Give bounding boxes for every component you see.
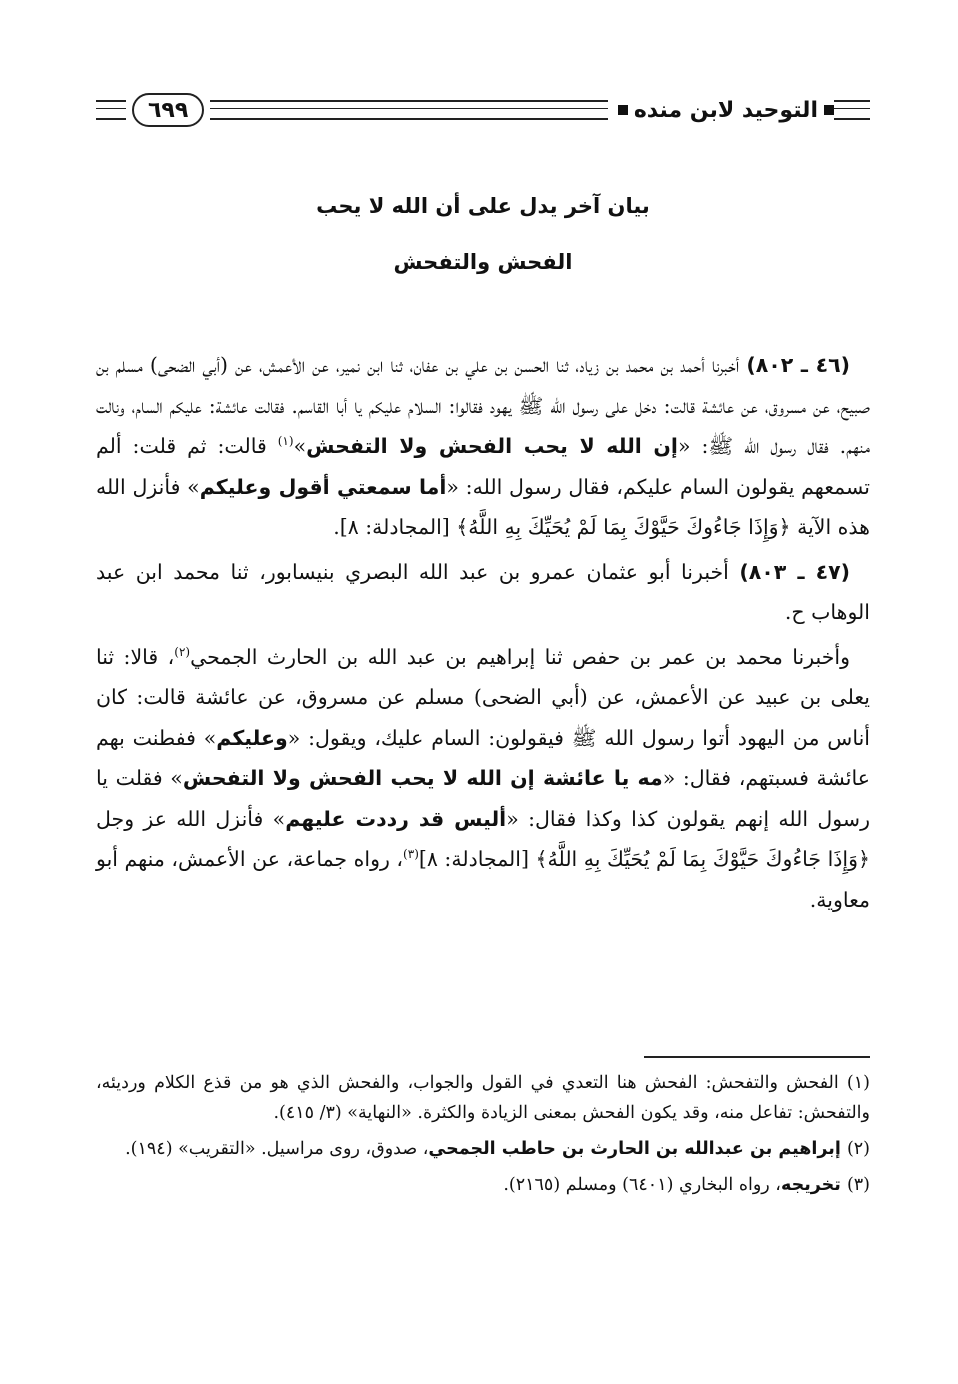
hadith-number: (٤٧ ـ ٨٠٣) (739, 559, 850, 584)
text-run: » فأنزل الله عز وجل ﴿وَإِذَا جَاءُوكَ حَيَّوْكَ بِمَا لَمْ يُحَيِّكَ بِهِ اللَّهُ﴾ [المجادلة: ٨] (96, 806, 870, 871)
footnote-2 (96, 1134, 870, 1164)
bold-quote: مه يا عائشة إن الله لا يحب الفحش ولا التفحش (182, 766, 663, 790)
header-rule-right (834, 100, 870, 120)
footnote-number: (٣) (846, 1175, 870, 1195)
text-run: أخبرنا أحمد بن محمد بن زياد، ثنا الحسن بن علي بن عفان، ثنا ابن نمير، عن الأعمش، عن (أبي الضحى) مسلم بن صبيح، عن مسروق، عن عائشة قالت: دخل على رسول الله ﷺ يهود فقالوا: السلام عليكم يا أبا القاسم. فقالت عائشة: عليكم السام، ونالت منهم. فقال رسول الله ﷺ: « (96, 353, 870, 458)
footnote-ref: (١) (277, 434, 294, 449)
text-run: » فقلت يا رسول الله إنهم يقولون كذا وكذا فقال: « (96, 766, 870, 831)
bold-quote: وعليكم (216, 725, 288, 750)
footnote-divider (644, 1056, 870, 1058)
bold-quote: أليس قد رددت عليهم (285, 806, 507, 831)
footnote-ref: (٢) (174, 644, 191, 659)
footnote-1: (١) الفحش والتفحش: الفحش هنا التعدي في القول والجواب، والفحش الذي هو من قذع الكلام ورديئه، والتفحش: تفاعل منه، وقد يكون الفحش بمعنى الزيادة والكثرة. «النهاية» (٣/ ٤١٥). (96, 1073, 870, 1123)
footnote-3 (96, 1170, 870, 1200)
bold-quote: أما سمعتي أقول وعليكم (199, 474, 447, 499)
hadith-paragraph (96, 552, 870, 633)
header-rule-middle (210, 100, 608, 120)
text-run: قالت: ثم قلت: ألم تسمعهم يقولون السام عليكم، فقال رسول الله: « (96, 434, 870, 499)
main-text (96, 345, 870, 924)
text-run: » ففطنت بهم عائشة فسبتهم، فقال: « (96, 725, 870, 790)
page-number: ٦٩٩ (132, 93, 204, 127)
text-run: ، رواه جماعة، عن الأعمش، منهم أبو معاوية. (96, 847, 870, 912)
hadith-paragraph (96, 345, 870, 548)
hadith-paragraph (96, 637, 870, 921)
square-bullet-icon (618, 105, 628, 115)
footnote-text: ، صدوق، روى مراسيل. «التقريب» (١٩٤). (125, 1139, 429, 1159)
text-run: » (293, 434, 307, 458)
text-run: وأخبرنا محمد بن عمر بن حفص ثنا إبراهيم بن عبد الله بن الحارث الجمحي (190, 644, 850, 669)
book-title: التوحيد لابن منده (633, 97, 818, 123)
hadith-number: (٤٦ ـ ٨٠٢) (746, 353, 850, 377)
footnote-bold: إبراهيم بن عبدالله بن الحارث بن حاطب الجمحي (428, 1139, 847, 1159)
footnote-bold: تخريجه (780, 1175, 847, 1195)
footnote-ref: (٣) (403, 847, 419, 862)
square-bullet-icon (824, 105, 834, 115)
text-run: » فأنزل الله هذه الآية ﴿وَإِذَا جَاءُوكَ حَيَّوْكَ بِمَا لَمْ يُحَيِّكَ بِهِ اللَّهُ﴾ [المجادلة: ٨]. (96, 474, 870, 539)
footnote-text: ، رواه البخاري (٦٤٠١) ومسلم (٢١٦٥). (503, 1175, 781, 1195)
bold-quote: إن الله لا يحب الفحش ولا التفحش (306, 434, 678, 458)
footnote-number: (٢) (846, 1139, 870, 1159)
header-rule-left (96, 100, 126, 120)
section-title-line1: بيان آخر يدل على أن الله لا يحب (316, 194, 650, 218)
text-run: ، قالا: ثنا يعلى بن عبيد عن الأعمش، عن (أبي الضحى) مسلم عن مسروق، عن عائشة قالت: كان أناس من اليهود أتوا رسول الله ﷺ فيقولون: السام عليك، ويقول: « (96, 644, 870, 750)
text-run: أخبرنا أبو عثمان عمرو بن عبد الله البصري بنيسابور، ثنا محمد ابن عبد الوهاب ح. (96, 559, 870, 624)
header-title-group (608, 98, 834, 123)
section-title-line2: الفحش والتفحش (393, 250, 573, 274)
page-header (96, 88, 870, 132)
footnotes (96, 1068, 870, 1206)
